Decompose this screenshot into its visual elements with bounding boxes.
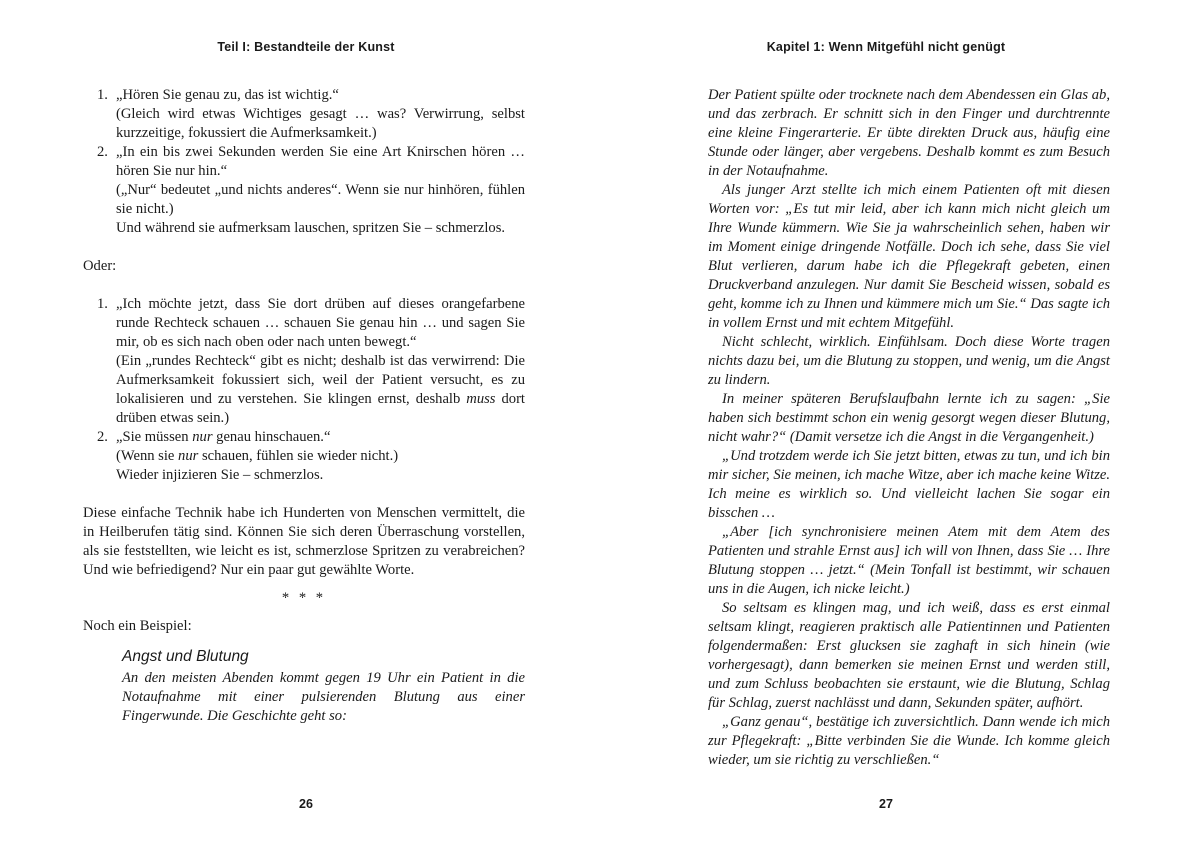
section-break: * * * [281, 590, 327, 606]
case-title: Angst und Blutung [122, 648, 249, 665]
noch-label: Noch ein Beispiel: [83, 618, 192, 634]
left-page-body [83, 86, 525, 726]
page-number-left: 26 [299, 797, 313, 811]
list-item-line: Und während sie aufmerksam lauschen, spritzen Sie – schmerzlos. [116, 220, 506, 236]
case-intro: An den meisten Abenden kommt gegen 19 Uhr ein Patient in die Notaufnahme mit einer pulsierenden Blutung aus einer Fingerwunde. Die Geschichte geht so: [122, 670, 525, 724]
list-item [83, 295, 525, 428]
list-number: 1. [97, 87, 108, 103]
case-box [122, 645, 525, 726]
list-number: 1. [97, 296, 108, 312]
list-item [83, 143, 525, 238]
list-item-line: „Hören Sie genau zu, das ist wichtig.“ [116, 87, 339, 103]
right-page-body [708, 86, 1110, 770]
list-item-line: (Gleich wird etwas Wichtiges gesagt … was? Verwirrung, selbst kurzzeitige, fokussiert die Aufmerksamkeit.) [116, 106, 525, 141]
list-item-line: („Nur“ bedeutet „und nichts anderes“. Wenn sie nur hinhören, fühlen sie nicht.) [116, 182, 525, 217]
list-number: 2. [97, 144, 108, 160]
story-paragraph: So seltsam es klingen mag, und ich weiß, dass es erst einmal seltsam klingt, reagieren praktisch alle Patientinnen und Patienten folgendermaßen: Erst glucksen sie zaghaft in sich hinein (wie vorhergesagt), dann bemerken sie meinen Ernst und werden still, und zum Schluss beobachten sie erstaunt, wie die Blutung, Schlag für Schlag, zuerst nachlässt und dann, Sekunden später, aufhört. [708, 600, 1110, 711]
running-header-right: Kapitel 1: Wenn Mitgefühl nicht genügt [766, 40, 1006, 54]
list-item-line: Wieder injizieren Sie – schmerzlos. [116, 467, 324, 483]
list-item-line: „In ein bis zwei Sekunden werden Sie eine Art Knirschen hören … hören Sie nur hin.“ [116, 144, 525, 179]
list-number: 2. [97, 429, 108, 445]
story-paragraph: „Aber [ich synchronisiere meinen Atem mit dem Atem des Patienten und strahle Ernst aus] ich will von Ihnen, dass Sie … Ihre Blutung stoppen … jetzt.“ (Mein Tonfall ist bestimmt, wir schauen uns in die Augen, ich nicke leicht.) [708, 524, 1110, 597]
running-header-left: Teil I: Bestandteile der Kunst [217, 40, 395, 54]
list-item-line: „Sie müssen nur genau hinschauen.“ [116, 429, 331, 445]
body-paragraph: Diese einfache Technik habe ich Hunderten von Menschen vermittelt, die in Heilberufen tätig sind. Können Sie sich deren Überraschung vorstellen, als sie feststellten, wie leicht es ist, schmerzlose Spritzen zu verabreichen? Und wie befriedigend? Nur ein paar gut gewählte Worte. [83, 505, 525, 578]
technique-list-1 [83, 86, 525, 238]
story-paragraph: In meiner späteren Berufslaufbahn lernte ich zu sagen: „Sie haben sich bestimmt schon ein wenig gesorgt wegen dieser Blutung, nicht wahr?“ (Damit versetze ich die Angst in die Vergangenheit.) [708, 391, 1110, 445]
page-number-right: 27 [879, 797, 893, 811]
list-item-line: „Ich möchte jetzt, dass Sie dort drüben auf dieses orangefarbene runde Rechteck schauen … schauen Sie genau hin … und sagen Sie mir, ob es sich nach oben oder nach unten bewegt.“ [116, 296, 525, 350]
oder-label: Oder: [83, 258, 117, 274]
list-item [83, 86, 525, 143]
story-paragraph: Als junger Arzt stellte ich mich einem Patienten oft mit diesen Worten vor: „Es tut mir leid, aber ich kann mich nicht gleich um Ihre Wunde kümmern. Wie Sie ja wahrscheinlich sehen, haben wir im Moment einige dringende Notfälle. Doch ich sehe, dass Sie viel Blut verlieren, darum habe ich die Pflegekraft gebeten, einen Druckverband anzulegen. Nur damit Sie Bescheid wissen, sobald es geht, komme ich zu Ihnen und kümmere mich um Sie.“ Das sagte ich in vollem Ernst und mit echtem Mitgefühl. [708, 182, 1110, 331]
technique-list-2 [83, 295, 525, 485]
list-item-line: (Ein „rundes Rechteck“ gibt es nicht; deshalb ist das verwirrend: Die Aufmerksamkeit fokussiert sich, weil der Patient versucht, es zu lokalisieren und zu verstehen. Sie klingen ernst, deshalb muss dort drüben etwas sein.) [116, 353, 525, 426]
story-paragraph: Der Patient spülte oder trocknete nach dem Abendessen ein Glas ab, und das zerbrach. Er schnitt sich in den Finger und durchtrennte eine kleine Fingerarterie. Er übte direkten Druck aus, häufig eine Stunde oder länger, aber vergebens. Deshalb kommt es zum Besuch in der Notaufnahme. [708, 87, 1110, 179]
story-paragraph: „Und trotzdem werde ich Sie jetzt bitten, etwas zu tun, und ich bin mir sicher, Sie meinen, ich mache Witze, aber ich mache keine Witze. Ich meine es wirklich so. Und vielleicht lachen Sie sogar ein bisschen … [708, 448, 1110, 521]
story-paragraph: Nicht schlecht, wirklich. Einfühlsam. Doch diese Worte tragen nichts dazu bei, um die Blutung zu stoppen, und wenig, um die Angst zu lindern. [708, 334, 1110, 388]
story-paragraph: „Ganz genau“, bestätige ich zuversichtlich. Dann wende ich mich zur Pflegekraft: „Bitte verbinden Sie die Wunde. Ich komme gleich wieder, um sie richtig zu verschließen.“ [708, 714, 1110, 768]
list-item-line: (Wenn sie nur schauen, fühlen sie wieder nicht.) [116, 448, 399, 464]
list-item [83, 428, 525, 485]
right-page [596, 0, 1192, 853]
